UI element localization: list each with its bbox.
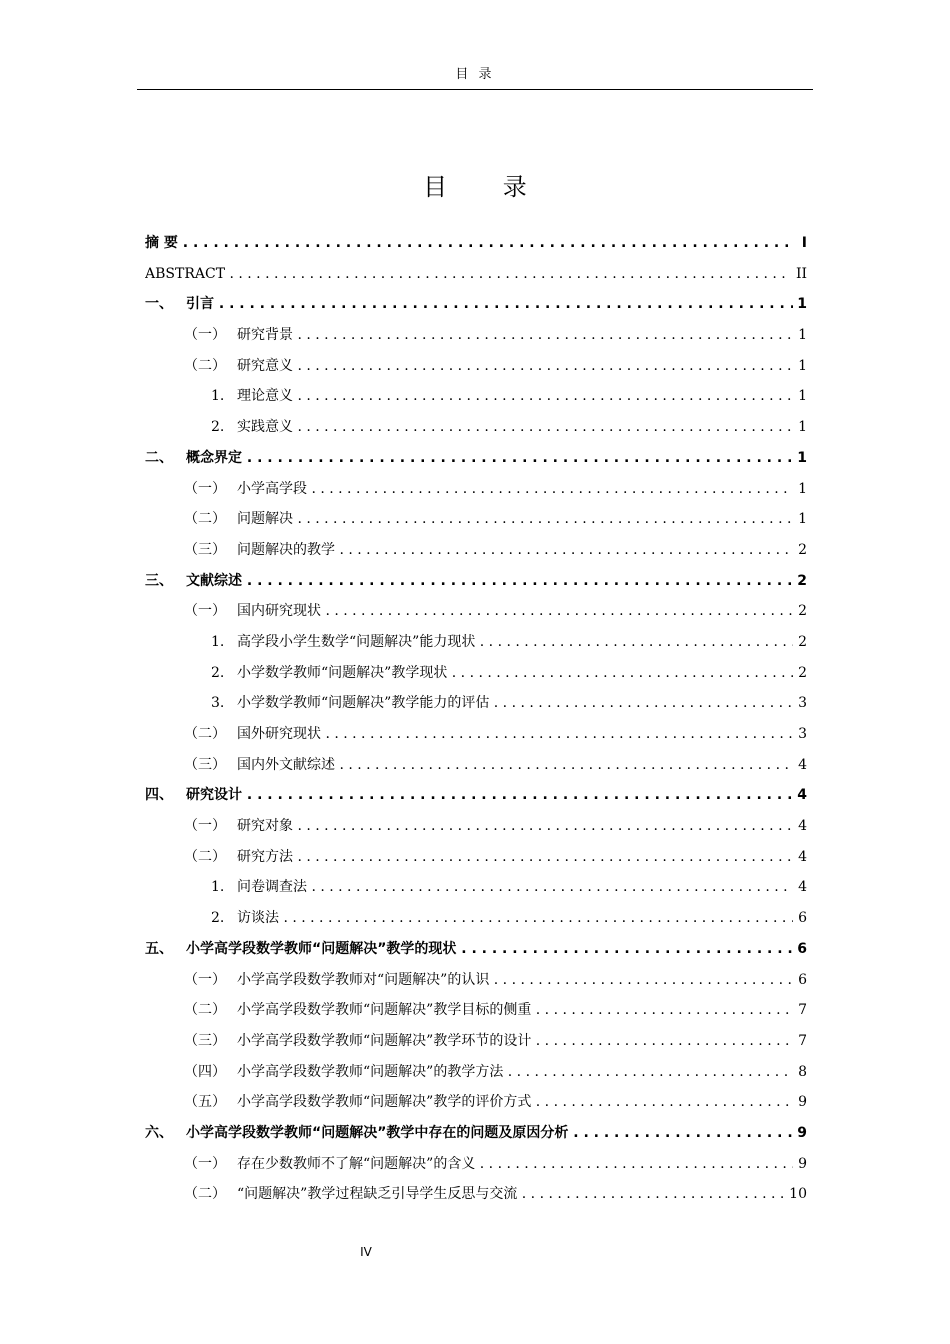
toc-entry[interactable] (145, 1149, 807, 1180)
toc-entry-page: 1 (795, 474, 807, 505)
toc-entry[interactable] (145, 596, 807, 627)
toc-entry-page: 2 (795, 627, 807, 658)
toc-entry[interactable] (145, 381, 807, 412)
toc-entry-page: 8 (795, 1057, 807, 1088)
toc-entry-number: （三） (184, 1032, 226, 1049)
toc-entry-title: 小学高学段数学教师“问题解决”教学目标的侧重 . . . (237, 995, 793, 1026)
toc-entry[interactable] (145, 535, 807, 566)
toc-entry[interactable] (145, 566, 807, 597)
toc-entry-page: 2 (795, 535, 807, 566)
toc-entry-title: 高学段小学生数学“问题解决”能力现状 . . . (237, 627, 793, 658)
toc-entry[interactable] (145, 504, 807, 535)
toc-entry[interactable] (145, 750, 807, 781)
toc-entry-number: （二） (184, 357, 226, 374)
toc-entry-title: ABSTRACT . . . (145, 259, 787, 290)
toc-entry-page: 7 (795, 1026, 807, 1057)
toc-entry[interactable] (145, 658, 807, 689)
toc-entry[interactable] (145, 1057, 807, 1088)
toc-entry-number: （一） (184, 818, 226, 835)
toc-entry-number: （五） (184, 1094, 226, 1111)
toc-entry-number: （一） (184, 603, 226, 620)
toc-entry-title: 存在少数教师不了解“问题解决”的含义 . . . (237, 1149, 793, 1180)
toc-entry-title: 小学高学段数学教师“问题解决”教学的评价方式 . . . (237, 1087, 793, 1118)
toc-entry-page: II (793, 259, 807, 290)
toc-entry-page: 1 (795, 381, 807, 412)
toc-entry-number: 3. (211, 695, 225, 712)
page-title: 目 录 (423, 173, 551, 201)
toc-entry-number: 六、 (145, 1124, 173, 1141)
toc-entry-title: 国内外文献综述 . . . (237, 750, 793, 781)
toc-entry[interactable] (145, 780, 807, 811)
toc-entry[interactable] (145, 412, 807, 443)
toc-entry-title: 问卷调查法 . . . (237, 872, 793, 903)
toc-entry-number: （一） (184, 480, 226, 497)
toc-entry-title: 问题解决 . . . (237, 504, 793, 535)
toc-entry-title: 研究背景 . . . (237, 320, 793, 351)
toc-entry[interactable] (145, 289, 807, 320)
header-rule (137, 89, 813, 90)
toc-entry-title: 访谈法 . . . (237, 903, 793, 934)
toc-entry-title: 理论意义 . . . (237, 381, 793, 412)
table-of-contents (145, 228, 807, 1210)
toc-entry-page: 3 (795, 719, 807, 750)
toc-entry-title: 小学高学段数学教师“问题解决”教学环节的设计 . . . (237, 1026, 793, 1057)
toc-entry-number: 三、 (145, 572, 173, 589)
toc-entry-number: （一） (184, 327, 226, 344)
toc-entry[interactable] (145, 474, 807, 505)
toc-entry[interactable] (145, 228, 807, 259)
toc-entry[interactable] (145, 934, 807, 965)
toc-entry-page: 4 (795, 811, 807, 842)
toc-entry-title: 概念界定 . . . (186, 443, 793, 474)
toc-entry[interactable] (145, 842, 807, 873)
toc-entry[interactable] (145, 1087, 807, 1118)
toc-entry-title: 小学数学教师“问题解决”教学现状 . . . (237, 658, 793, 689)
toc-entry-number: 2. (211, 910, 225, 927)
toc-entry-title: “问题解决”教学过程缺乏引导学生反思与交流 . . . (237, 1179, 787, 1210)
toc-entry-number: 四、 (145, 787, 173, 804)
toc-entry-number: 2. (211, 664, 225, 681)
toc-entry-number: （二） (184, 1002, 226, 1019)
toc-entry-page: 4 (795, 872, 807, 903)
toc-entry-page: 10 (786, 1179, 807, 1210)
toc-entry[interactable] (145, 965, 807, 996)
toc-entry-page: 4 (794, 780, 807, 811)
toc-entry[interactable] (145, 1179, 807, 1210)
toc-entry-page: 1 (794, 289, 807, 320)
toc-entry-title: 研究对象 . . . (237, 811, 793, 842)
toc-entry-page: 1 (794, 443, 807, 474)
toc-entry-number: （二） (184, 848, 226, 865)
toc-entry[interactable] (145, 1118, 807, 1149)
toc-entry-number: 一、 (145, 296, 173, 313)
toc-entry-page: 4 (795, 750, 807, 781)
toc-entry-title: 国外研究现状 . . . (237, 719, 793, 750)
toc-entry-number: （二） (184, 726, 226, 742)
toc-entry[interactable] (145, 872, 807, 903)
toc-entry-title: 国内研究现状 . . . (237, 596, 793, 627)
toc-entry-page: 6 (795, 903, 807, 934)
page-number: IV (360, 1245, 372, 1259)
toc-entry-page: 2 (795, 596, 807, 627)
toc-entry-number: （三） (184, 541, 226, 558)
toc-entry-number: （一） (184, 1155, 226, 1172)
toc-entry[interactable] (145, 719, 807, 750)
toc-entry-page: 1 (795, 320, 807, 351)
toc-entry[interactable] (145, 627, 807, 658)
toc-entry[interactable] (145, 811, 807, 842)
toc-entry-page: 6 (794, 934, 807, 965)
toc-entry[interactable] (145, 1026, 807, 1057)
toc-entry-number: （二） (184, 511, 226, 528)
toc-entry-page: I (799, 228, 807, 259)
toc-entry-number: 2. (211, 419, 225, 436)
toc-entry-number: （三） (184, 756, 226, 773)
toc-entry[interactable] (145, 259, 807, 290)
running-header: 目 录 (455, 67, 495, 82)
toc-entry[interactable] (145, 995, 807, 1026)
toc-entry-title: 实践意义 . . . (237, 412, 793, 443)
toc-entry-number: （一） (184, 971, 226, 988)
toc-entry[interactable] (145, 903, 807, 934)
toc-entry[interactable] (145, 351, 807, 382)
toc-entry-number: 1. (211, 879, 225, 896)
toc-entry-title: 研究意义 . . . (237, 351, 793, 382)
toc-entry[interactable] (145, 443, 807, 474)
toc-entry-page: 2 (794, 566, 807, 597)
toc-entry-page: 9 (795, 1149, 807, 1180)
toc-entry-page: 9 (794, 1118, 807, 1149)
toc-entry-title: 引言 . . . (186, 289, 793, 320)
toc-entry-page: 3 (795, 688, 807, 719)
toc-entry-page: 2 (795, 658, 807, 689)
toc-entry-title: 小学高学段数学教师“问题解决”的教学方法 . . . (237, 1057, 793, 1088)
toc-entry-page: 1 (795, 504, 807, 535)
toc-entry-number: （二） (184, 1186, 226, 1203)
toc-entry-title: 研究方法 . . . (237, 842, 793, 873)
toc-entry-page: 6 (795, 965, 807, 996)
toc-entry-title: 小学高学段数学教师“问题解决”教学的现状 . . . (186, 934, 793, 965)
toc-entry-number: 五、 (145, 940, 173, 957)
toc-entry-number: 1. (211, 633, 225, 650)
toc-entry-title: 研究设计 . . . (186, 780, 793, 811)
toc-entry[interactable] (145, 688, 807, 719)
toc-entry-page: 9 (795, 1087, 807, 1118)
toc-entry-page: 1 (795, 412, 807, 443)
toc-entry-number: 1. (211, 388, 225, 405)
toc-entry-page: 7 (795, 995, 807, 1026)
toc-entry[interactable] (145, 320, 807, 351)
toc-entry-page: 1 (795, 351, 807, 382)
toc-entry-title: 小学高学段 . . . (237, 474, 793, 505)
toc-entry-title: 小学数学教师“问题解决”教学能力的评估 . . . (237, 688, 793, 719)
toc-entry-title: 文献综述 . . . (186, 566, 793, 597)
toc-entry-number: 二、 (145, 449, 173, 466)
toc-entry-title: 问题解决的教学 . . . (237, 535, 793, 566)
toc-entry-title: 摘 要 . . . (145, 228, 793, 259)
toc-entry-number: （四） (184, 1063, 226, 1080)
toc-entry-title: 小学高学段数学教师“问题解决”教学中存在的问题及原因分析 . . . (186, 1118, 793, 1149)
toc-entry-title: 小学高学段数学教师对“问题解决”的认识 . . . (237, 965, 793, 996)
toc-entry-page: 4 (795, 842, 807, 873)
